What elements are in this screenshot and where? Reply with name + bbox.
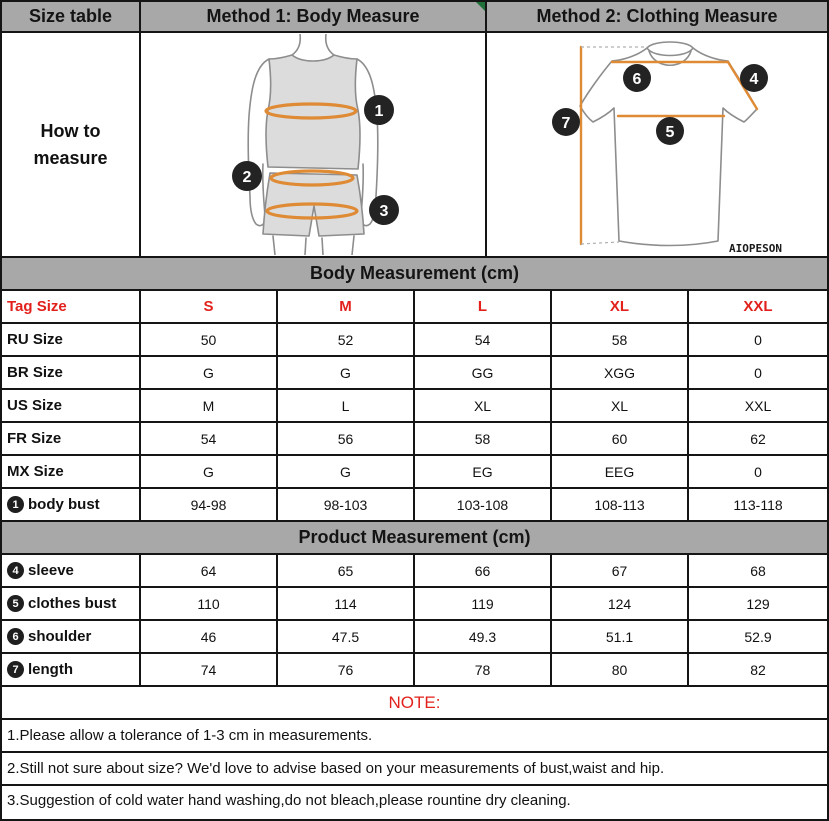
note-item-2: 2.Still not sure about size? We'd love to advise based on your measurements of bust,waist and hip.: [2, 753, 827, 786]
value-cell: EEG: [552, 456, 689, 487]
row-label: 7 length: [2, 654, 141, 685]
value-cell: 50: [141, 324, 278, 355]
value-cell: 80: [552, 654, 689, 685]
row-label: 6 shoulder: [2, 621, 141, 652]
value-cell: M: [141, 390, 278, 421]
clothing-measure-illustration: [487, 33, 827, 258]
value-cell: XL: [552, 390, 689, 421]
circled-number-icon: 4: [7, 562, 24, 579]
table-row-body-bust: [2, 489, 827, 522]
size-col-s: S: [141, 291, 278, 322]
cell-comment-corner-icon: [476, 2, 485, 11]
product-measurement-banner: Product Measurement (cm): [2, 522, 827, 555]
row-label: 1 body bust: [2, 489, 141, 520]
note-item-3: 3.Suggestion of cold water hand washing,do not bleach,please rountine dry cleaning.: [7, 792, 571, 809]
value-cell: XL: [415, 390, 552, 421]
method1-header: [141, 2, 487, 33]
value-cell: 108-113: [552, 489, 689, 520]
shirt-marker-5: 5: [665, 124, 675, 141]
value-cell: 66: [415, 555, 552, 586]
table-row-sleeve: [2, 555, 827, 588]
row-label: 5 clothes bust: [2, 588, 141, 619]
value-cell: GG: [415, 357, 552, 388]
tag-size-label: Tag Size: [2, 291, 141, 322]
tshirt-diagram: [489, 34, 825, 255]
value-cell: 94-98: [141, 489, 278, 520]
value-cell: 51.1: [552, 621, 689, 652]
value-cell: 67: [552, 555, 689, 586]
value-cell: 54: [141, 423, 278, 454]
row-label: US Size: [2, 390, 141, 421]
value-cell: 110: [141, 588, 278, 619]
shirt-marker-4: 4: [749, 71, 759, 88]
value-cell: G: [141, 357, 278, 388]
value-cell: G: [141, 456, 278, 487]
circled-number-icon: 6: [7, 628, 24, 645]
circled-number-icon: 1: [7, 496, 24, 513]
value-cell: 0: [754, 364, 762, 381]
table-row-ru-size: [2, 324, 827, 357]
value-cell: 58: [552, 324, 689, 355]
size-col-xxl: XXL: [743, 298, 773, 315]
how-to-measure-cell: [2, 33, 141, 258]
value-cell: G: [278, 456, 415, 487]
value-cell: 113-118: [733, 496, 783, 513]
value-cell: EG: [415, 456, 552, 487]
note-banner: NOTE:: [2, 687, 827, 720]
size-table-header: Size table: [2, 2, 141, 33]
value-cell: 129: [746, 595, 770, 612]
table-row-fr-size: [2, 423, 827, 456]
size-col-m: M: [278, 291, 415, 322]
value-cell: 58: [415, 423, 552, 454]
value-cell: XXL: [744, 397, 772, 414]
body-measure-illustration: [141, 33, 487, 258]
value-cell: 65: [278, 555, 415, 586]
size-col-xl: XL: [552, 291, 689, 322]
value-cell: 62: [750, 430, 766, 447]
table-row-br-size: [2, 357, 827, 390]
row-label: BR Size: [2, 357, 141, 388]
top-header-row: [2, 2, 827, 33]
value-cell: 49.3: [415, 621, 552, 652]
circled-number-icon: 5: [7, 595, 24, 612]
body-measurement-banner: Body Measurement (cm): [2, 258, 827, 291]
body-marker-3: 3: [379, 203, 389, 220]
shirt-marker-6: 6: [632, 71, 642, 88]
value-cell: 52: [278, 324, 415, 355]
value-cell: 82: [750, 661, 766, 678]
table-row-length: [2, 654, 827, 687]
shirt-marker-7: 7: [561, 115, 571, 132]
method1-header-label: Method 1: Body Measure: [206, 6, 420, 26]
value-cell: 46: [141, 621, 278, 652]
value-cell: 0: [754, 463, 762, 480]
value-cell: 54: [415, 324, 552, 355]
value-cell: 114: [278, 588, 415, 619]
note-item-1: 1.Please allow a tolerance of 1-3 cm in measurements.: [2, 720, 827, 753]
tag-size-row: [2, 291, 827, 324]
body-marker-1: 1: [374, 103, 384, 120]
method2-header: Method 2: Clothing Measure: [487, 2, 827, 33]
value-cell: L: [278, 390, 415, 421]
value-cell: 68: [750, 562, 766, 579]
value-cell: 52.9: [744, 628, 772, 645]
row-label: MX Size: [2, 456, 141, 487]
table-row-mx-size: [2, 456, 827, 489]
circled-number-icon: 7: [7, 661, 24, 678]
value-cell: 78: [415, 654, 552, 685]
table-row-us-size: [2, 390, 827, 423]
brand-label: AIOPESON: [729, 242, 782, 255]
value-cell: 60: [552, 423, 689, 454]
value-cell: 74: [141, 654, 278, 685]
table-row-shoulder: [2, 621, 827, 654]
value-cell: 76: [278, 654, 415, 685]
body-figure-diagram: [142, 34, 484, 255]
row-label: RU Size: [2, 324, 141, 355]
value-cell: 0: [754, 331, 762, 348]
table-row-clothes-bust: [2, 588, 827, 621]
value-cell: 98-103: [278, 489, 415, 520]
value-cell: 119: [415, 588, 552, 619]
row-label: FR Size: [2, 423, 141, 454]
size-col-l: L: [415, 291, 552, 322]
value-cell: 64: [141, 555, 278, 586]
value-cell: 124: [552, 588, 689, 619]
value-cell: 47.5: [278, 621, 415, 652]
body-marker-2: 2: [242, 169, 252, 186]
value-cell: 103-108: [415, 489, 552, 520]
how-to-measure-row: [2, 33, 827, 258]
value-cell: G: [278, 357, 415, 388]
value-cell: XGG: [552, 357, 689, 388]
row-label: 4 sleeve: [2, 555, 141, 586]
how-to-measure-label: How to measure: [33, 120, 108, 168]
value-cell: 56: [278, 423, 415, 454]
